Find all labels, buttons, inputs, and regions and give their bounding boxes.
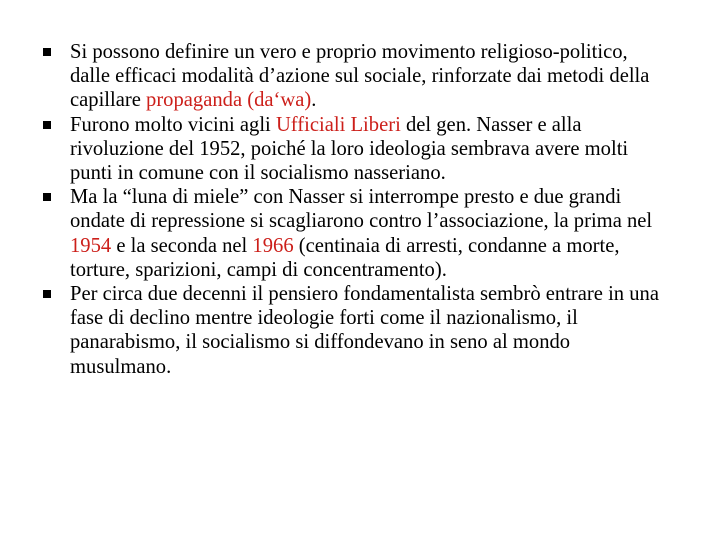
square-bullet-icon [43,193,51,201]
highlighted-text: propaganda (da‘wa) [146,89,312,112]
bullet-item [40,40,665,113]
square-bullet-icon [43,121,51,129]
square-bullet-icon [43,290,51,298]
bullet-text: (centinaia di arresti, condanne a morte, torture, sparizioni, campi di concentramento). [70,234,620,281]
bullet-item [40,282,665,379]
bullet-text: Per circa due decenni il pensiero fondamentalista sembrò entrare in una fase di declino mentre ideologie forti come il nazionalismo, il panarabismo, il socialismo si diffondevano in seno al mondo musulmano. [70,283,659,378]
bullet-text: Furono molto vicini agli [70,113,276,136]
highlighted-text: 1966 [252,234,294,257]
bullet-list [40,40,665,379]
bullet-text: Ma la “luna di miele” con Nasser si interrompe presto e due grandi ondate di repressione si scagliarono contro l’associazione, la prima nel [70,186,653,233]
square-bullet-icon [43,48,51,56]
highlighted-text: 1954 [70,234,112,257]
bullet-text: . [311,89,317,112]
bullet-item [40,113,665,186]
bullet-text: Si possono definire un vero e proprio movimento religioso-politico, dalle efficaci modalità d’azione sul sociale, rinforzate dai metodi della capillare [70,41,650,112]
bullet-text: e la seconda nel [111,234,253,257]
bullet-item [40,185,665,282]
bullet-text: del gen. Nasser e alla rivoluzione del 1952, poiché la loro ideologia sembrava avere molti punti in comune con il socialismo nasseriano. [70,113,629,185]
highlighted-text: Ufficiali Liberi [275,113,401,136]
